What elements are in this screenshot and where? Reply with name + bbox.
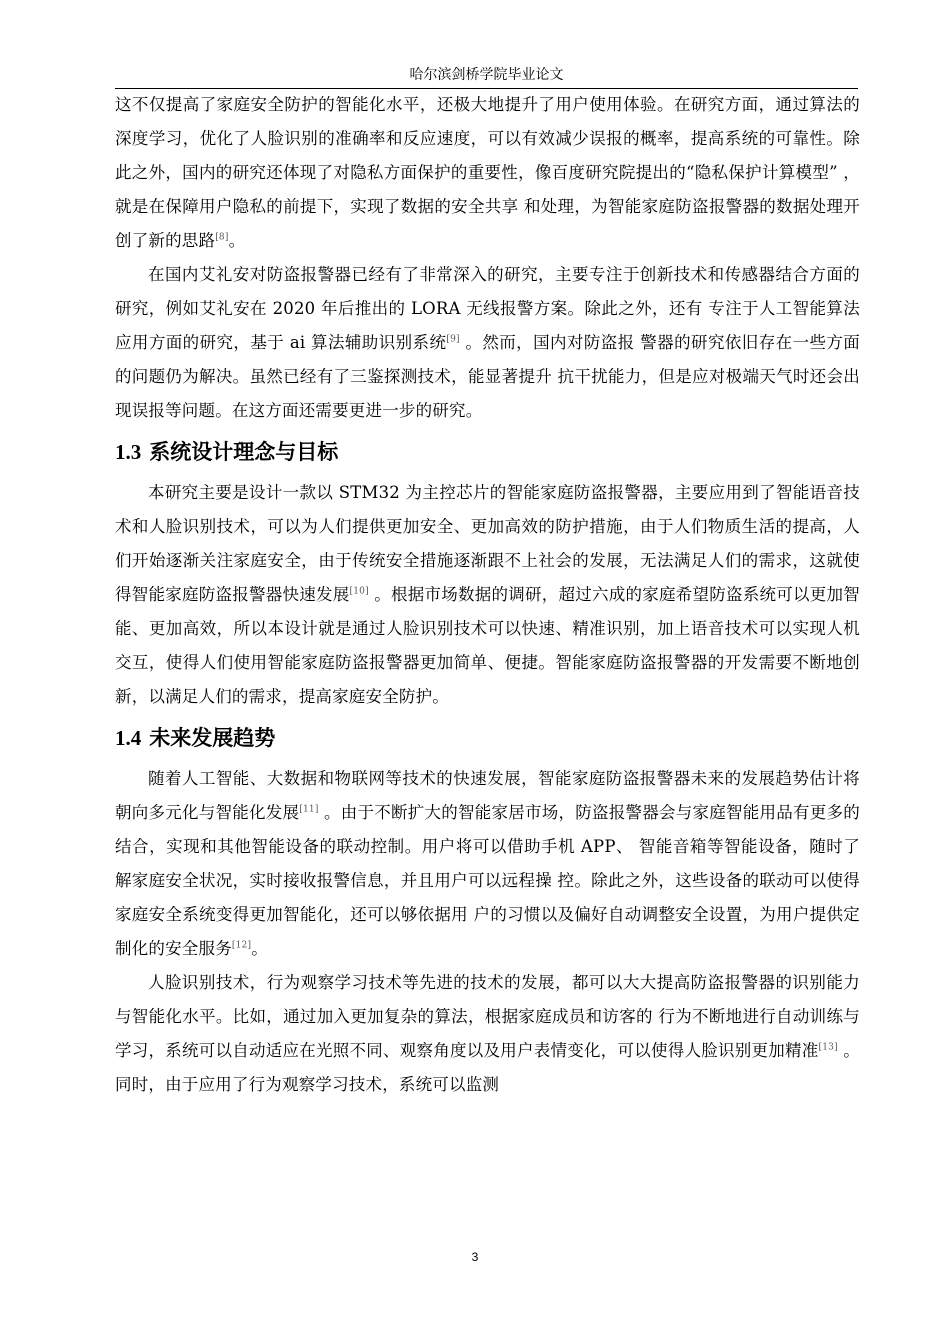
paragraph-design-goals	[115, 476, 860, 714]
citation-marker: [8]	[215, 232, 229, 243]
paragraph-text: 本研究主要是设计一款以 STM32 为主控芯片的智能家庭防盗报警器，主要应用到了智能语音技术和人脸识别技术，可以为人们提供更加安全、更加高效的防护措施，由于人们物质生活的提高，人们开始逐渐关注家庭安全，由于传统安全措施逐渐跟不上社会的发展，无法满足人们的需求，这就使得智能家庭防盗报警器快速发展	[115, 483, 860, 604]
page-number: 3	[471, 1250, 479, 1264]
citation-marker: [13]	[818, 1042, 838, 1053]
paragraph-text: 这不仅提高了家庭安全防护的智能化水平，还极大地提升了用户使用体验。在研究方面，通过算法的深度学习，优化了人脸识别的准确率和反应速度，可以有效减少误报的概率，提高系统的可靠性。除此之外，国内的研究还体现了对隐私方面保护的重要性，像百度研究院提出的“隐私保护计算模型” ，就是在保障用户隐私的前提下，实现了数据的安全共享 和处理，为智能家庭防盗报警器的数据处理开创了新的思路	[115, 95, 860, 250]
paragraph-text: 。根据市场数据的调研，超过六成的家庭希望防盗系统可以更加智能、更加高效，所以本设计就是通过人脸识别技术可以快速、精准识别，加上语音技术可以实现人机交互，使得人们使用智能家庭防盗报警器更加简单、便捷。智能家庭防盗报警器的开发需要不断地创新，以满足人们的需求，提高家庭安全防护。	[115, 585, 860, 706]
paragraph-text: 。然而，国内对防盗报 警器的研究依旧存在一些方面的问题仍为解决。虽然已经有了三鉴探测技术，能显著提升 抗干扰能力，但是应对极端天气时还会出现误报等问题。在这方面还需要更进一步的研究。	[115, 333, 860, 420]
citation-marker: [12]	[231, 940, 252, 951]
page-header-title: 哈尔滨剑桥学院毕业论文	[409, 67, 564, 83]
paragraph-text: 。同时，由于应用了行为观察学习技术，系统可以监测	[115, 1041, 860, 1094]
section-title: 系统设计理念与目标	[149, 440, 339, 464]
citation-marker: [9]	[446, 334, 460, 345]
paragraph-text: 人脸识别技术，行为观察学习技术等先进的技术的发展，都可以大大提高防盗报警器的识别能力与智能化水平。比如，通过加入更加复杂的算法，根据家庭成员和访客的 行为不断地进行自动训练与学习，系统可以自动适应在光照不同、观察角度以及用户表情变化，可以使得人脸识别更加精准	[115, 973, 860, 1060]
document-body	[115, 88, 860, 1102]
paragraph-privacy-research	[115, 88, 860, 258]
section-number: 1.4	[115, 726, 142, 750]
paragraph-text: 。	[251, 939, 268, 958]
section-title: 未来发展趋势	[149, 726, 276, 750]
paragraph-text: 随着人工智能、大数据和物联网等技术的快速发展，智能家庭防盗报警器未来的发展趋势估计将朝向多元化与智能化发展	[115, 769, 860, 822]
paragraph-text: 。由于不断扩大的智能家居市场，防盗报警器会与家庭智能用品有更多的结合，实现和其他智能设备的联动控制。用户将可以借助手机 APP、 智能音箱等智能设备，随时了解家庭安全状况，实时接收报警信息，并且用户可以远程操 控。除此之外，这些设备的联动可以使得家庭安全系统变得更加智能化，还可以够依据用 户的习惯以及偏好自动调整安全设置，为用户提供定制化的安全服务	[115, 803, 860, 958]
paragraph-text: 。	[228, 231, 246, 250]
paragraph-face-recognition	[115, 966, 860, 1102]
section-heading-1-4	[115, 714, 860, 762]
citation-marker: [10]	[349, 586, 369, 597]
paragraph-domestic-research	[115, 258, 860, 428]
section-heading-1-3	[115, 428, 860, 476]
paragraph-text: 在国内艾礼安对防盗报警器已经有了非常深入的研究，主要专注于创新技术和传感器结合方面的研究，例如艾礼安在 2020 年后推出的 LORA 无线报警方案。除此之外，还有 专注于人工智能算法应用方面的研究，基于 ai 算法辅助识别系统	[115, 265, 860, 352]
citation-marker: [11]	[299, 804, 319, 815]
section-number: 1.3	[115, 440, 142, 464]
paragraph-future-trends	[115, 762, 860, 966]
